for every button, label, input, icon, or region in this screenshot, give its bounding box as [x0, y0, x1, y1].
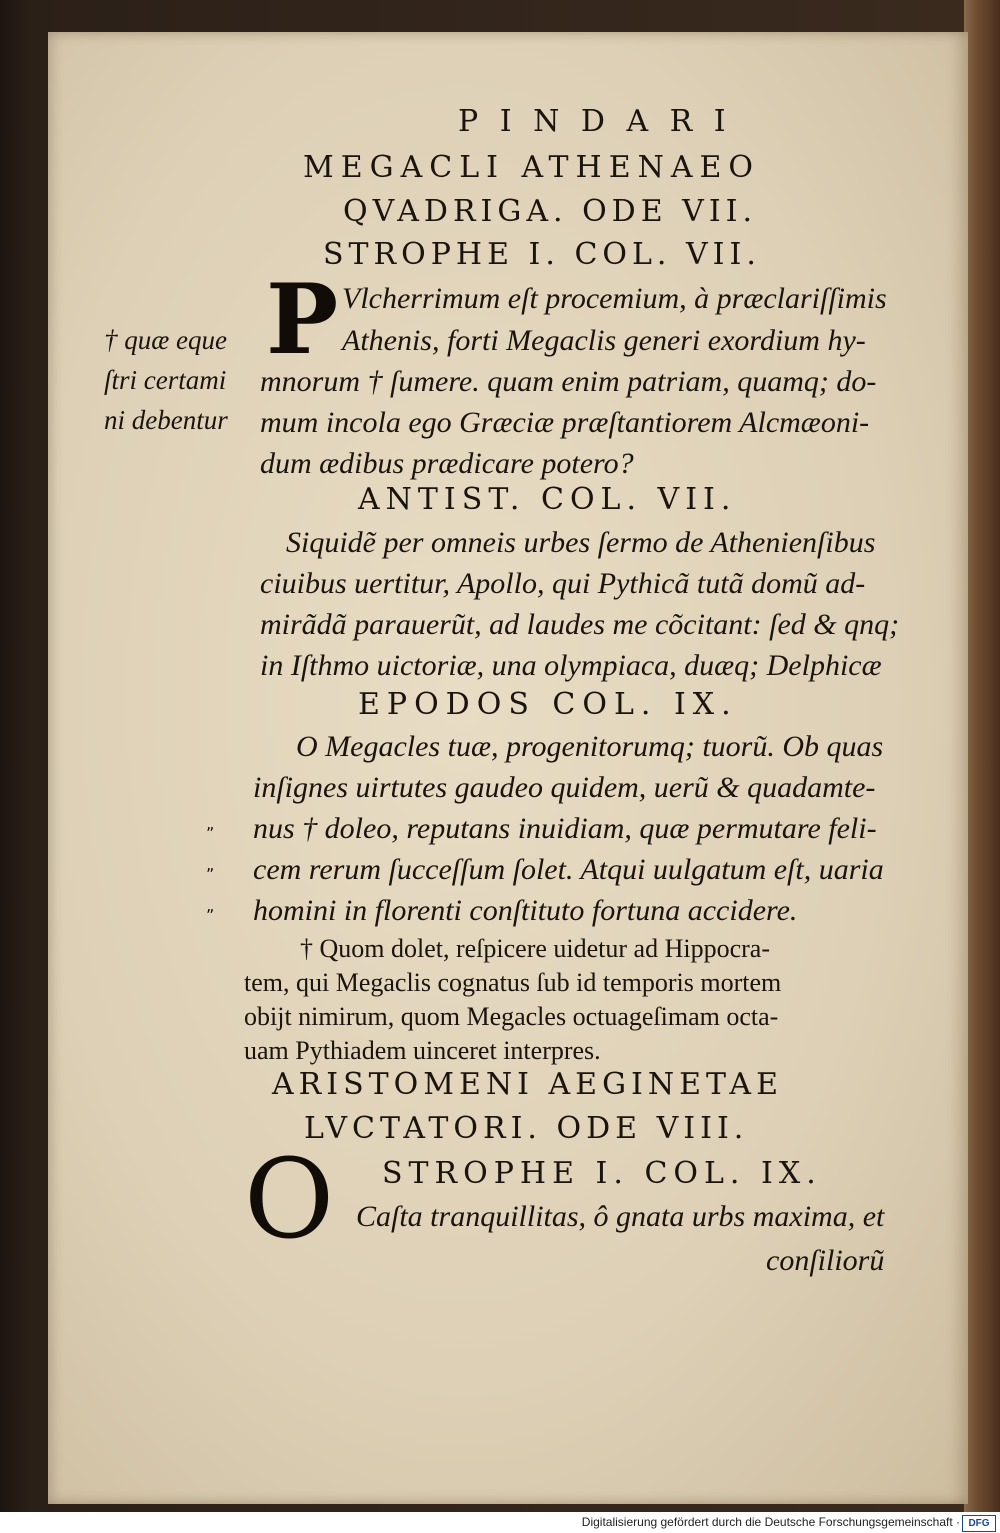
strophe-heading: STROPHE I. COL. VII.: [323, 237, 761, 272]
ode-title-line2: QVADRIGA. ODE VII.: [343, 194, 758, 229]
note-line: uam Pythiadem uinceret interpres.: [244, 1036, 601, 1065]
dfg-logo: DFG: [962, 1515, 996, 1532]
antist-line: mirãdã parauerũt, ad laudes me cõcitant: ſed & qnq;: [260, 608, 900, 641]
ode8-title-line2: LVCTATORI. ODE VIII.: [304, 1111, 749, 1146]
ode8-catchword: conſiliorũ: [766, 1244, 885, 1277]
book-page: [48, 32, 968, 1504]
note-line: obijt nimirum, quom Megacles octuageſimam octa-: [244, 1002, 779, 1031]
note-line: † Quom dolet, reſpicere uidetur ad Hippocra-: [300, 934, 770, 963]
margin-note-line: ſtri certami: [104, 365, 227, 395]
antist-line: ciuibus uertitur, Apollo, qui Pythicã tutã domũ ad-: [260, 567, 866, 600]
strophe-line: dum ædibus prædicare potero?: [260, 447, 634, 480]
margin-quote-mark: „: [206, 855, 215, 874]
digitization-credit: Digitalisierung gefördert durch die Deutsche Forschungsgemeinschaft ·: [581, 1515, 960, 1529]
footer-bar: [0, 1512, 1000, 1533]
ode8-strophe-heading: STROPHE I. COL. IX.: [382, 1156, 822, 1191]
epodos-heading: EPODOS COL. IX.: [358, 687, 738, 722]
running-title: P I N D A R I: [458, 104, 732, 139]
epodos-line: cem rerum ſucceſſum ſolet. Atqui uulgatum eſt, uaria: [253, 853, 884, 886]
strophe-line: mnorum † ſumere. quam enim patriam, quamq; do-: [260, 365, 877, 398]
epodos-line: nus † doleo, reputans inuidiam, quæ permutare feli-: [253, 812, 877, 845]
note-line: tem, qui Megaclis cognatus ſub id temporis mortem: [244, 968, 782, 997]
epodos-line: inſignes uirtutes gaudeo quidem, uerũ & quadamte-: [253, 771, 876, 804]
margin-note-line: † quæ eque: [104, 325, 227, 355]
strophe-line: mum incola ego Græciæ præſtantiorem Alcmæoni-: [260, 406, 870, 439]
strophe-line: Athenis, forti Megaclis generi exordium hy-: [342, 324, 866, 357]
ode8-title-line1: ARISTOMENI AEGINETAE: [272, 1067, 783, 1102]
margin-note-line: ni debentur: [104, 405, 228, 435]
book-spine: [964, 0, 1000, 1512]
margin-quote-mark: „: [206, 814, 215, 833]
margin-quote-mark: „: [206, 896, 215, 915]
drop-cap-o: O: [244, 1135, 335, 1263]
ode-title-line1: MEGACLI ATHENAEO: [303, 150, 761, 185]
epodos-line: homini in florenti conſtituto fortuna accidere.: [253, 894, 798, 927]
drop-cap-p: P: [266, 263, 339, 376]
ode8-line: Caſta tranquillitas, ô gnata urbs maxima, et: [356, 1200, 885, 1233]
epodos-line: O Megacles tuæ, progenitorumq; tuorũ. Ob quas: [296, 730, 884, 763]
antist-heading: ANTIST. COL. VII.: [358, 482, 737, 517]
antist-line: Siquidẽ per omneis urbes ſermo de Athenienſibus: [286, 526, 876, 559]
strophe-line: Vlcherrimum eſt procemium, à præclariſſimis: [342, 282, 887, 315]
antist-line: in Iſthmo uictoriæ, una olympiaca, duæq; Delphicæ: [260, 649, 882, 682]
